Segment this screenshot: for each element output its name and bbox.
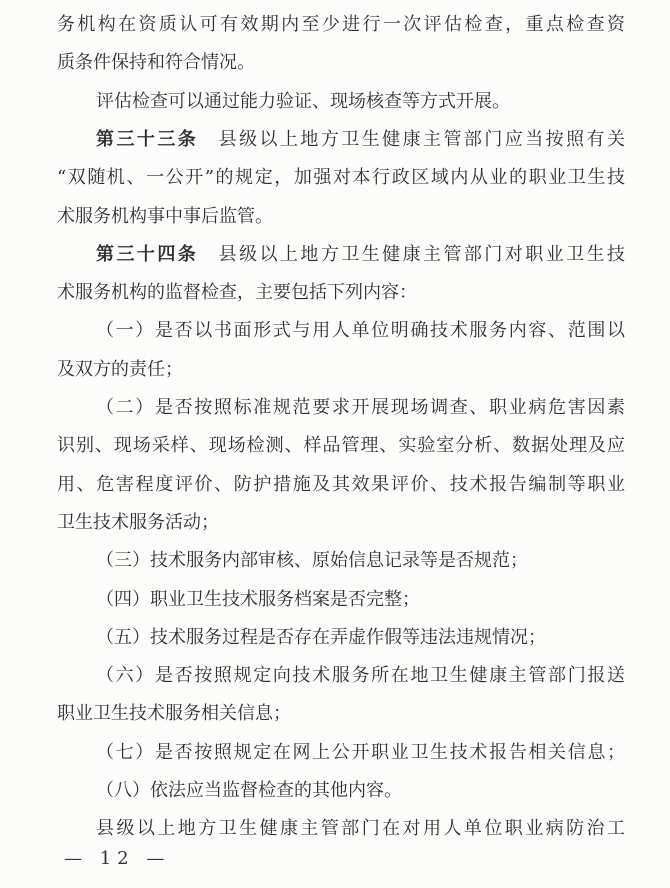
- text-line: [96, 623, 625, 653]
- line-text: （五）技术服务过程是否存在弄虚作假等违法违规情况；: [96, 626, 546, 648]
- line-text: 县级以上地方卫生健康主管部门在对用人单位职业病防治工: [96, 818, 625, 840]
- line-text: 职业卫生技术服务相关信息；: [57, 703, 291, 725]
- line-text: 县级以上地方卫生健康主管部门应当按照有关: [198, 128, 626, 150]
- line-text: 用、危害程度评价、防护措施及其效果评价、技术报告编制等职业: [57, 473, 625, 495]
- line-text: （三）技术服务内部审核、原始信息记录等是否规范；: [96, 550, 528, 572]
- text-line: [57, 431, 625, 461]
- text-line: [96, 585, 625, 615]
- text-line: [96, 738, 625, 768]
- text-line: [96, 393, 625, 423]
- line-text: 评估检查可以通过能力验证、现场核查等方式开展。: [96, 90, 510, 112]
- text-line: [57, 10, 625, 40]
- text-line: [57, 278, 625, 308]
- text-line: [57, 355, 625, 385]
- line-text: 术服务机构的监督检查，主要包括下列内容：: [57, 282, 417, 304]
- line-text: （二）是否按照标准规范要求开展现场调查、职业病危害因素: [96, 397, 625, 418]
- text-line: [57, 48, 625, 78]
- line-text: 识别、现场采样、现场检测、样品管理、实验室分析、数据处理及应: [57, 435, 625, 457]
- line-text: 质条件保持和符合情况。: [57, 52, 255, 74]
- text-line: [96, 125, 625, 155]
- line-text: （六）是否按照规定向技术服务所在地卫生健康主管部门报送: [96, 665, 625, 687]
- line-text: 及双方的责任；: [57, 358, 183, 380]
- text-line: [96, 240, 625, 270]
- line-text: （七）是否按照规定在网上公开职业卫生技术报告相关信息；: [96, 741, 625, 763]
- text-line: [57, 508, 625, 538]
- text-line: [96, 661, 625, 691]
- line-text: （一）是否以书面形式与用人单位明确技术服务内容、范围以: [96, 320, 625, 342]
- line-text: （八）依法应当监督检查的其他内容。: [96, 780, 402, 801]
- text-line: [57, 470, 625, 500]
- page-number: — 12 —: [64, 848, 171, 869]
- line-text: 县级以上地方卫生健康主管部门对职业卫生技: [198, 243, 626, 265]
- line-text: 务机构在资质认可有效期内至少进行一次评估检查，重点检查资: [57, 14, 625, 35]
- text-line: [96, 87, 625, 117]
- text-line: [57, 699, 625, 729]
- text-line: [96, 546, 625, 576]
- text-line: [96, 316, 625, 346]
- text-line: [96, 814, 625, 844]
- line-text: 术服务机构事中事后监管。: [57, 205, 273, 227]
- line-text: （四）职业卫生技术服务档案是否完整；: [96, 588, 420, 610]
- text-line: [57, 163, 625, 193]
- line-text: “双随机、一公开”的规定，加强对本行政区域内从业的职业卫生技: [57, 167, 625, 189]
- text-line: [57, 202, 625, 232]
- article-heading: 第三十四条: [96, 243, 199, 265]
- text-line: [96, 776, 625, 806]
- article-heading: 第三十三条: [96, 128, 199, 150]
- line-text: 卫生技术服务活动；: [57, 511, 219, 533]
